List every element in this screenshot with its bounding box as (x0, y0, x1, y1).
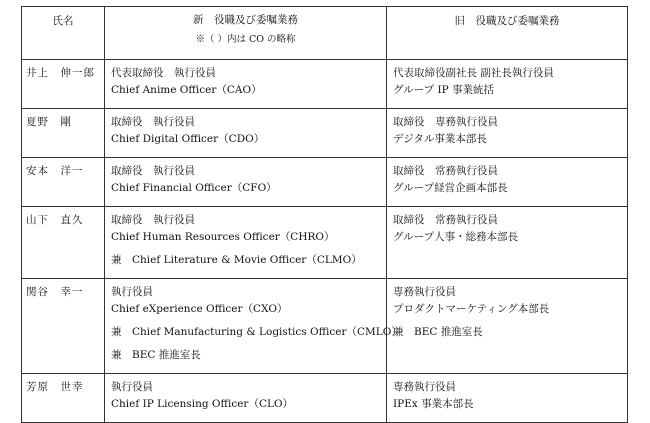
table-row (22, 374, 628, 423)
old-position-line: デジタル事業本部長 (393, 133, 487, 145)
table-body (22, 60, 628, 423)
new-position-line: 代表取締役 執行役員 (111, 67, 216, 79)
old-position-line: 専務執行役員 (393, 286, 456, 298)
table-row (22, 158, 628, 207)
new-position-line: 執行役員 (111, 381, 153, 393)
new-position-cell (105, 207, 387, 279)
old-position-line: 兼 BEC 推進室長 (393, 326, 483, 338)
officer-name: 安本 洋一 (22, 158, 105, 207)
old-position-cell (387, 60, 628, 109)
old-position-line: 専務執行役員 (393, 381, 456, 393)
new-position-line: Chief Financial Officer（CFO） (111, 182, 277, 194)
new-position-cell (105, 60, 387, 109)
old-position-cell (387, 109, 628, 158)
officer-name: 関谷 幸一 (22, 279, 105, 374)
header-new (105, 7, 387, 60)
header-name: 氏名 (22, 7, 105, 60)
old-position-line: IPEx 事業本部長 (393, 398, 474, 410)
old-position-line: グループ経営企画本部長 (393, 182, 508, 194)
old-position-cell (387, 207, 628, 279)
new-position-line: Chief IP Licensing Officer（CLO） (111, 398, 294, 410)
new-position-line: 取締役 執行役員 (111, 214, 195, 226)
old-position-line: グループ IP 事業統括 (393, 84, 495, 96)
new-position-cell (105, 374, 387, 423)
table-row (22, 60, 628, 109)
table-row (22, 279, 628, 374)
officer-table (21, 6, 628, 423)
header-old: 旧 役職及び委嘱業務 (387, 7, 628, 60)
header-note: ※（ ）内は CO の略称 (195, 34, 296, 45)
table-row (22, 207, 628, 279)
table-row (22, 109, 628, 158)
new-position-line: 取締役 執行役員 (111, 165, 195, 177)
old-position-line: プロダクトマーケティング本部長 (393, 303, 550, 315)
new-position-line: 兼 Chief Literature & Movie Officer（CLMO） (111, 254, 362, 266)
new-position-line: 兼 BEC 推進室長 (111, 349, 201, 361)
officer-name: 芳原 世幸 (22, 374, 105, 423)
new-position-line: Chief Anime Officer（CAO） (111, 84, 262, 96)
new-position-cell (105, 158, 387, 207)
old-position-cell (387, 158, 628, 207)
new-position-line: Chief Digital Officer（CDO） (111, 133, 265, 145)
old-position-line: 取締役 常務執行役員 (393, 165, 498, 177)
officer-name: 山下 直久 (22, 207, 105, 279)
new-position-line: Chief Human Resources Officer（CHRO） (111, 231, 335, 243)
header-new-title: 新 役職及び委嘱業務 (193, 14, 298, 26)
old-position-cell (387, 279, 628, 374)
old-position-line: グループ人事・総務本部長 (393, 231, 519, 243)
new-position-line: 兼 Chief Manufacturing & Logistics Officer（CMLO） (111, 326, 402, 338)
officer-name: 夏野 剛 (22, 109, 105, 158)
old-position-line: 代表取締役副社長 副社長執行役員 (393, 67, 554, 79)
new-position-cell (105, 109, 387, 158)
table-header-row (22, 7, 628, 60)
old-position-cell (387, 374, 628, 423)
new-position-cell (105, 279, 402, 374)
officer-name: 井上 伸一郎 (22, 60, 105, 109)
old-position-line: 取締役 常務執行役員 (393, 214, 498, 226)
new-position-line: 取締役 執行役員 (111, 116, 195, 128)
new-position-line: Chief eXperience Officer（CXO） (111, 303, 288, 315)
old-position-line: 取締役 専務執行役員 (393, 116, 498, 128)
new-position-line: 執行役員 (111, 286, 153, 298)
